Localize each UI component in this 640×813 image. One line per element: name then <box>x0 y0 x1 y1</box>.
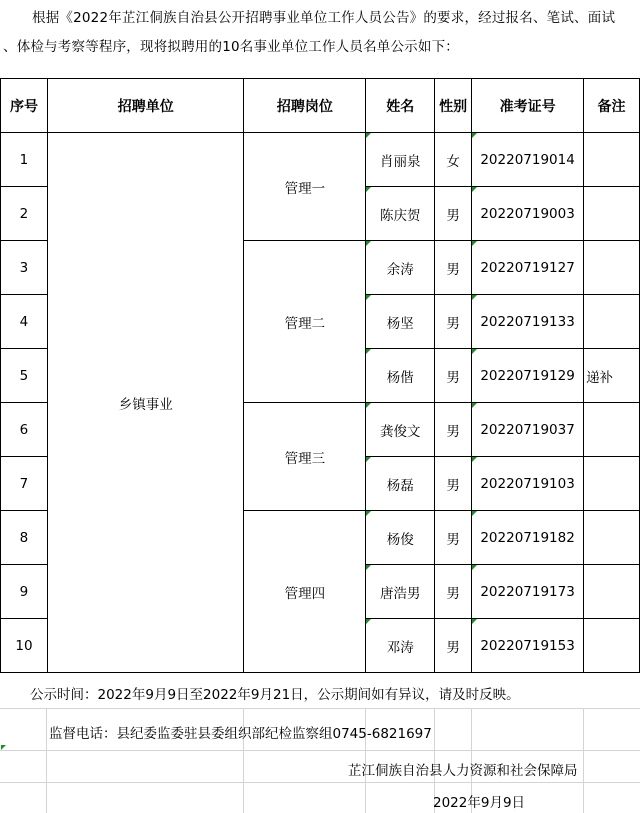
gridline <box>46 708 47 813</box>
cell-gender: 男 <box>435 511 472 565</box>
cell-remark <box>584 133 640 187</box>
header-remark: 备注 <box>584 79 640 133</box>
cell-gender: 男 <box>435 295 472 349</box>
hiring-list-table <box>0 78 640 673</box>
cell-seq: 4 <box>1 295 48 349</box>
cell-name: 肖丽泉 <box>366 133 435 187</box>
gridline <box>0 708 640 709</box>
header-exam-no: 准考证号 <box>472 79 584 133</box>
header-unit: 招聘单位 <box>47 79 244 133</box>
header-name: 姓名 <box>366 79 435 133</box>
cell-remark: 递补 <box>584 349 640 403</box>
cell-seq: 9 <box>1 565 48 619</box>
cell-post-1: 管理一 <box>244 133 366 241</box>
cell-remark <box>584 565 640 619</box>
table-header-row <box>1 79 640 133</box>
cell-exam-no: 20220719014 <box>472 133 584 187</box>
cell-seq: 6 <box>1 403 48 457</box>
supervision-phone-text: 监督电话：县纪委监委驻县委组织部纪检监察组0745-6821697 <box>49 726 432 742</box>
gridline <box>583 708 584 813</box>
cell-gender: 男 <box>435 565 472 619</box>
cell-post-4: 管理四 <box>244 511 366 673</box>
intro-paragraph <box>0 0 640 78</box>
cell-remark <box>584 457 640 511</box>
cell-seq: 7 <box>1 457 48 511</box>
cell-name: 余涛 <box>366 241 435 295</box>
issuer-text: 芷江侗族自治县人力资源和社会保障局 <box>348 763 578 779</box>
cell-gender: 男 <box>435 403 472 457</box>
cell-exam-no: 20220719173 <box>472 565 584 619</box>
cell-exam-no: 20220719103 <box>472 457 584 511</box>
intro-line-2: 、体检与考察等程序，现将拟聘用的10名事业单位工作人员名单公示如下： <box>3 39 459 55</box>
cell-gender: 男 <box>435 187 472 241</box>
cell-name: 龚俊文 <box>366 403 435 457</box>
intro-line-1: 根据《2022年芷江侗族自治县公开招聘事业单位工作人员公告》的要求，经过报名、笔试、面试 <box>32 10 616 26</box>
cell-remark <box>584 295 640 349</box>
cell-gender: 男 <box>435 619 472 673</box>
issue-date-text: 2022年9月9日 <box>433 795 526 811</box>
gridline <box>0 750 640 751</box>
cell-name: 邓涛 <box>366 619 435 673</box>
cell-post-3: 管理三 <box>244 403 366 511</box>
gridline <box>0 782 640 783</box>
cell-gender: 女 <box>435 133 472 187</box>
cell-gender: 男 <box>435 241 472 295</box>
cell-seq: 3 <box>1 241 48 295</box>
cell-marker <box>1 745 6 750</box>
cell-remark <box>584 403 640 457</box>
cell-name: 杨偕 <box>366 349 435 403</box>
header-post: 招聘岗位 <box>244 79 366 133</box>
cell-remark <box>584 241 640 295</box>
table-row <box>1 133 640 187</box>
cell-name: 杨磊 <box>366 457 435 511</box>
cell-seq: 2 <box>1 187 48 241</box>
cell-exam-no: 20220719153 <box>472 619 584 673</box>
cell-post-2: 管理二 <box>244 241 366 403</box>
cell-gender: 男 <box>435 457 472 511</box>
cell-remark <box>584 187 640 241</box>
cell-seq: 1 <box>1 133 48 187</box>
cell-remark <box>584 511 640 565</box>
cell-exam-no: 20220719182 <box>472 511 584 565</box>
footer-section <box>0 672 640 813</box>
cell-name: 杨俊 <box>366 511 435 565</box>
notice-period-text: 公示时间：2022年9月9日至2022年9月21日，公示期间如有异议，请及时反映。 <box>30 687 520 703</box>
cell-exam-no: 20220719127 <box>472 241 584 295</box>
cell-name: 陈庆贺 <box>366 187 435 241</box>
cell-gender: 男 <box>435 349 472 403</box>
cell-exam-no: 20220719003 <box>472 187 584 241</box>
cell-exam-no: 20220719037 <box>472 403 584 457</box>
cell-name: 唐浩男 <box>366 565 435 619</box>
cell-remark <box>584 619 640 673</box>
header-seq: 序号 <box>1 79 48 133</box>
cell-exam-no: 20220719133 <box>472 295 584 349</box>
cell-exam-no: 20220719129 <box>472 349 584 403</box>
cell-unit: 乡镇事业 <box>47 133 244 673</box>
cell-name: 杨坚 <box>366 295 435 349</box>
header-gender: 性别 <box>435 79 472 133</box>
cell-seq: 8 <box>1 511 48 565</box>
cell-seq: 10 <box>1 619 48 673</box>
cell-seq: 5 <box>1 349 48 403</box>
